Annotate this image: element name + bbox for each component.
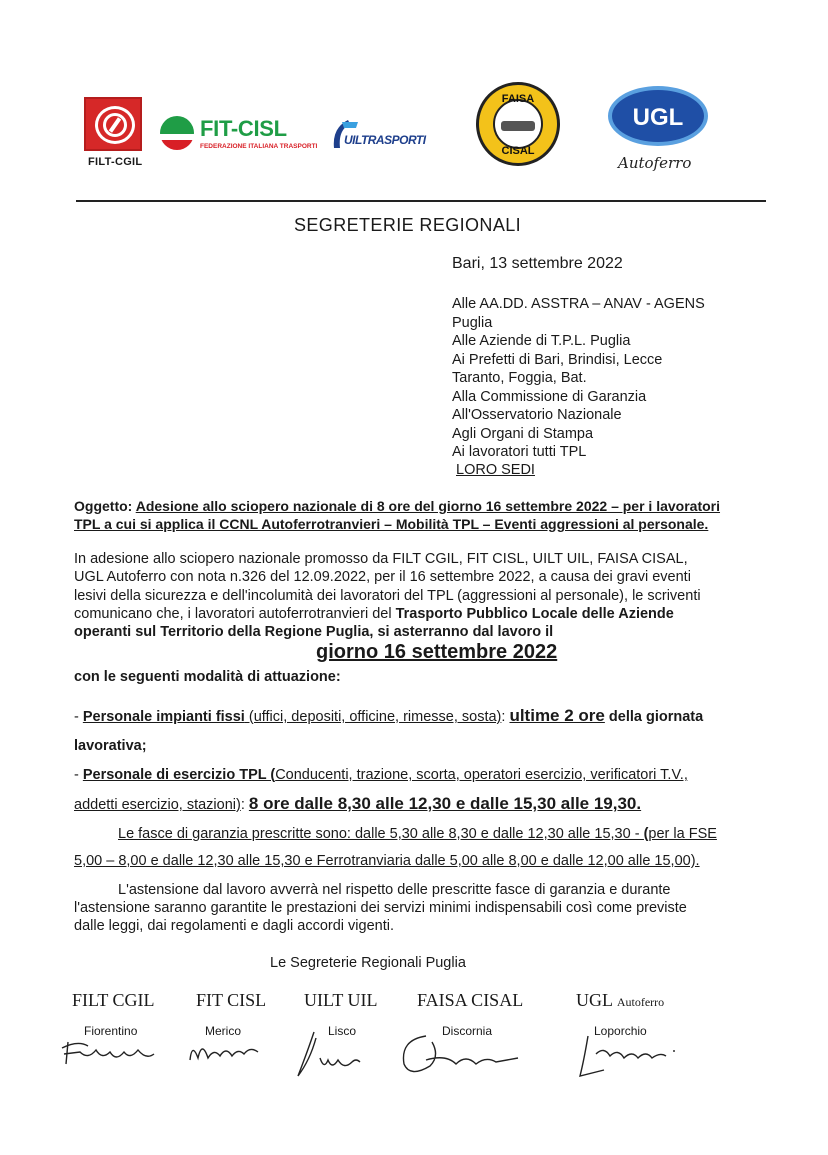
subject-text-2: TPL a cui si applica il CCNL Autoferrotranvieri – Mobilità TPL – Eventi aggressioni al personale.: [74, 516, 709, 532]
fixed-personnel-tail: della giornata: [604, 709, 704, 725]
signatory-org-ugl-small: Autoferro: [616, 995, 665, 1009]
guarantee-text-fse: per la FSE: [648, 826, 717, 842]
signature-lisco: [290, 1030, 370, 1082]
ugl-logo-label: UGL: [632, 104, 684, 131]
guarantee-paren: (: [643, 826, 649, 842]
exercise-personnel-label: Personale di esercizio TPL (: [82, 767, 276, 783]
uiltrasporti-logo-label: UILTRASPORTI: [344, 133, 426, 147]
body-line: [74, 605, 674, 623]
ugl-logo: [608, 86, 708, 146]
closing-line: Le Segreterie Regionali Puglia: [270, 955, 466, 971]
subject-label: Oggetto:: [74, 498, 133, 514]
signatory-org-filt-cgil: FILT CGIL: [72, 990, 155, 1010]
fit-cisl-logo-label: FIT-CISL: [200, 116, 287, 141]
guarantee-line-1: [118, 825, 717, 843]
signatory-org-uilt-uil: UILT UIL: [304, 990, 378, 1010]
exercise-personnel-detail: Conducenti, trazione, scorta, operatori esercizio, verificatori T.V.,: [275, 767, 688, 783]
signature-loporchio: [574, 1030, 684, 1082]
recipient-line: Alle Aziende di T.P.L. Puglia: [452, 333, 631, 349]
body-line: l'astensione saranno garantite le prestazioni dei servizi minimi indispensabili così come previste: [74, 900, 687, 916]
filt-cgil-logo: [84, 97, 142, 151]
body-line: In adesione allo sciopero nazionale promosso da FILT CGIL, FIT CISL, UILT UIL, FAISA CISAL,: [74, 551, 688, 567]
recipient-line: Alla Commissione di Garanzia: [452, 389, 647, 405]
body-line: UGL Autoferro con nota n.326 del 12.09.2022, per il 16 settembre 2022, a causa dei gravi eventi: [74, 569, 691, 585]
recipient-line: Taranto, Foggia, Bat.: [452, 370, 587, 386]
colon: :: [501, 709, 506, 725]
ugl-logo-script: Autoferro: [618, 154, 692, 172]
document-date: Bari, 13 settembre 2022: [452, 255, 623, 272]
guarantee-text: Le fasce di garanzia prescritte sono: dalle 5,30 alle 8,30 e dalle 12,30 alle 15,30 -: [118, 826, 644, 842]
recipient-line: Puglia: [452, 315, 493, 331]
bullet: -: [74, 709, 83, 725]
exercise-personnel-line: [74, 766, 688, 784]
signature-fiorentino: [58, 1030, 168, 1070]
modalities-heading: con le seguenti modalità di attuazione:: [74, 669, 341, 685]
recipient-line: Alle AA.DD. ASSTRA – ANAV - AGENS: [452, 296, 705, 312]
recipient-line: All'Osservatorio Nazionale: [452, 407, 622, 423]
recipient-line: Agli Organi di Stampa: [452, 426, 594, 442]
fixed-personnel-detail: (uffici, depositi, officine, rimesse, sosta): [244, 709, 502, 725]
filt-cgil-logo-label: FILT-CGIL: [88, 156, 143, 168]
fit-cisl-logo-subtitle: FEDERAZIONE ITALIANA TRASPORTI: [200, 143, 318, 150]
faisa-cisal-logo: [476, 82, 560, 166]
subject-line-1: [74, 497, 720, 515]
signatory-name: Discornia: [442, 1024, 493, 1038]
subject-text-1: Adesione allo sciopero nazionale di 8 ore del giorno 16 settembre 2022 – per i lavoratori: [135, 498, 721, 514]
document-title: SEGRETERIE REGIONALI: [294, 215, 522, 235]
colon: :: [240, 797, 249, 813]
body-text: comunicano che, i lavoratori autoferrotranvieri del: [74, 606, 396, 622]
signatory-name: Loporchio: [594, 1024, 647, 1038]
signatory-org-faisa-cisal: FAISA CISAL: [417, 990, 524, 1010]
fit-cisl-logo-icon: [160, 116, 194, 150]
signature-merico: [186, 1030, 266, 1070]
body-line: L'astensione dal lavoro avverrà nel rispetto delle prescritte fasce di garanzia e durante: [118, 882, 671, 898]
faisa-logo-bottom: CISAL: [501, 145, 535, 157]
signatory-org-ugl-label: UGL: [576, 990, 613, 1010]
fixed-personnel-label: Personale impianti fissi: [82, 709, 245, 725]
fixed-personnel-hours: ultime 2 ore: [509, 706, 605, 725]
fixed-personnel-line: [74, 707, 703, 726]
recipient-line: Ai Prefetti di Bari, Brindisi, Lecce: [452, 352, 663, 368]
bullet: -: [74, 767, 83, 783]
guarantee-line-2: 5,00 – 8,00 e dalle 12,30 alle 15,30 e Ferrotranviaria dalle 5,00 alle 8,00 e dalle 12,00 alle 15,00).: [74, 853, 700, 869]
signatory-org-ugl: [576, 990, 664, 1011]
exercise-personnel-hours: 8 ore dalle 8,30 alle 12,30 e dalle 15,30 alle 19,30.: [248, 794, 642, 813]
signature-discornia: [396, 1030, 526, 1078]
recipient-line: Ai lavoratori tutti TPL: [452, 444, 587, 460]
faisa-logo-top: FAISA: [501, 93, 535, 105]
header-divider: [76, 200, 766, 202]
signatory-name: Fiorentino: [84, 1024, 138, 1038]
signatory-name: Merico: [205, 1024, 242, 1038]
body-line: lesivi della sicurezza e dell'incolumità dei lavoratori del TPL (aggressioni al personale), le scriventi: [74, 588, 701, 604]
fixed-personnel-line-2: lavorativa;: [74, 738, 147, 754]
exercise-personnel-detail-2: addetti esercizio, stazioni): [74, 797, 241, 813]
body-text-bold: Trasporto Pubblico Locale delle Aziende: [395, 606, 674, 622]
recipient-loro-sedi: LORO SEDI: [456, 462, 535, 478]
exercise-personnel-line-2: [74, 795, 641, 814]
signatory-org-fit-cisl: FIT CISL: [196, 990, 267, 1010]
body-line: dalle leggi, dai regolamenti e dagli accordi vigenti.: [74, 918, 394, 934]
strike-day: giorno 16 settembre 2022: [316, 641, 558, 663]
signatory-name: Lisco: [328, 1024, 357, 1038]
body-line: operanti sul Territorio della Regione Puglia, si asterranno dal lavoro il: [74, 624, 554, 640]
